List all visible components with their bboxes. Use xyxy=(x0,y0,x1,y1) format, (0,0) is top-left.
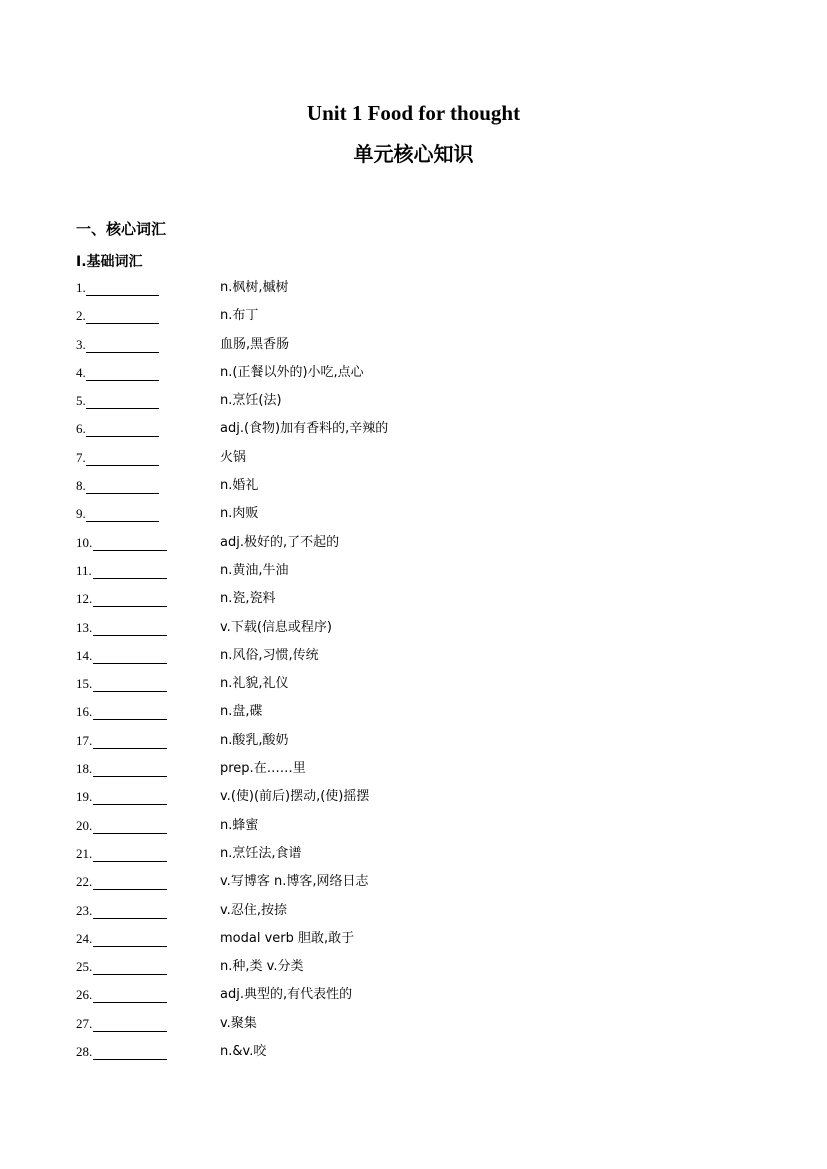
vocab-number: 2. xyxy=(76,308,86,324)
vocab-meaning: n.烹饪法,食谱 xyxy=(220,845,302,861)
vocab-meaning: n.风俗,习惯,传统 xyxy=(220,647,319,663)
document-title: Unit 1 Food for thought xyxy=(306,101,521,125)
vocab-number: 11. xyxy=(76,562,92,578)
vocab-item xyxy=(76,787,776,815)
answer-blank[interactable] xyxy=(86,306,159,324)
answer-blank[interactable] xyxy=(86,448,159,466)
answer-blank[interactable] xyxy=(93,646,167,664)
answer-blank[interactable] xyxy=(93,787,167,805)
section-heading: 一、核心词汇 xyxy=(76,220,167,238)
answer-blank[interactable] xyxy=(93,759,167,777)
answer-blank[interactable] xyxy=(93,589,167,607)
vocab-meaning: adj.典型的,有代表性的 xyxy=(220,987,353,1003)
vocab-meaning: n.烹饪(法) xyxy=(220,393,282,409)
vocab-meaning: n.枫树,槭树 xyxy=(220,280,289,295)
vocab-meaning: modal verb 胆敢,敢于 xyxy=(220,930,355,946)
vocab-number: 14. xyxy=(76,647,93,663)
vocab-item xyxy=(76,702,776,730)
vocab-number: 8. xyxy=(76,478,86,494)
vocab-item xyxy=(76,476,776,504)
vocab-item xyxy=(76,618,776,646)
vocab-number: 9. xyxy=(76,506,86,522)
vocab-item xyxy=(76,872,776,900)
vocab-list xyxy=(76,278,776,1070)
sub-heading: I.基础词汇 xyxy=(76,254,143,270)
answer-blank[interactable] xyxy=(86,278,159,296)
vocab-meaning: n.种,类 v.分类 xyxy=(220,959,304,975)
answer-blank[interactable] xyxy=(93,618,167,636)
vocab-number: 13. xyxy=(76,619,93,635)
vocab-meaning: v.下载(信息或程序) xyxy=(220,619,332,635)
vocab-meaning: adj.极好的,了不起的 xyxy=(220,534,340,550)
document-subtitle: 单元核心知识 xyxy=(353,142,474,166)
vocab-item xyxy=(76,901,776,929)
vocab-meaning: n.布丁 xyxy=(220,308,259,324)
vocab-meaning: n.肉贩 xyxy=(220,506,259,522)
vocab-item xyxy=(76,335,776,363)
answer-blank[interactable] xyxy=(93,731,167,749)
vocab-number: 1. xyxy=(76,280,86,295)
vocab-meaning: n.&v.咬 xyxy=(220,1044,267,1060)
answer-blank[interactable] xyxy=(86,335,159,353)
vocab-number: 28. xyxy=(76,1044,93,1060)
vocab-item xyxy=(76,419,776,447)
vocab-number: 15. xyxy=(76,676,93,692)
answer-blank[interactable] xyxy=(93,702,167,720)
answer-blank[interactable] xyxy=(93,816,167,834)
vocab-item xyxy=(76,929,776,957)
answer-blank[interactable] xyxy=(93,1042,167,1060)
vocab-meaning: v.忍住,按捺 xyxy=(220,902,287,918)
vocab-number: 5. xyxy=(76,393,86,409)
answer-blank[interactable] xyxy=(93,901,167,919)
vocab-number: 20. xyxy=(76,817,93,833)
vocab-meaning: 火锅 xyxy=(220,449,247,465)
vocab-item xyxy=(76,957,776,985)
vocab-item xyxy=(76,646,776,674)
vocab-item xyxy=(76,589,776,617)
vocab-meaning: prep.在……里 xyxy=(220,761,306,777)
vocab-item xyxy=(76,844,776,872)
vocab-number: 26. xyxy=(76,987,93,1003)
vocab-item xyxy=(76,731,776,759)
vocab-meaning: n.酸乳,酸奶 xyxy=(220,732,289,748)
vocab-item xyxy=(76,533,776,561)
vocab-number: 18. xyxy=(76,761,93,777)
answer-blank[interactable] xyxy=(93,674,167,692)
vocab-item xyxy=(76,759,776,787)
vocab-number: 19. xyxy=(76,789,93,805)
vocab-meaning: n.蜂蜜 xyxy=(220,817,259,833)
answer-blank[interactable] xyxy=(86,391,159,409)
answer-blank[interactable] xyxy=(86,419,159,437)
vocab-meaning: n.婚礼 xyxy=(220,478,259,494)
vocab-meaning: n.(正餐以外的)小吃,点心 xyxy=(220,364,364,380)
vocab-number: 23. xyxy=(76,902,93,918)
vocab-number: 27. xyxy=(76,1015,93,1031)
vocab-meaning: n.礼貌,礼仪 xyxy=(220,676,289,692)
answer-blank[interactable] xyxy=(86,504,159,522)
vocab-item xyxy=(76,561,776,589)
answer-blank[interactable] xyxy=(93,872,167,890)
vocab-item xyxy=(76,363,776,391)
vocab-number: 17. xyxy=(76,732,93,748)
answer-blank[interactable] xyxy=(86,476,159,494)
answer-blank[interactable] xyxy=(93,844,167,862)
vocab-number: 10. xyxy=(76,534,93,550)
vocab-item xyxy=(76,391,776,419)
vocab-number: 22. xyxy=(76,874,93,890)
vocab-item xyxy=(76,278,776,306)
vocab-meaning: v.(使)(前后)摆动,(使)摇摆 xyxy=(220,789,370,805)
vocab-number: 3. xyxy=(76,336,86,352)
vocab-item xyxy=(76,985,776,1013)
vocab-meaning: 血肠,黑香肠 xyxy=(220,336,290,352)
vocab-item xyxy=(76,674,776,702)
answer-blank[interactable] xyxy=(93,929,167,947)
answer-blank[interactable] xyxy=(93,561,167,579)
vocab-number: 21. xyxy=(76,845,93,861)
vocab-number: 4. xyxy=(76,364,86,380)
vocab-number: 24. xyxy=(76,930,93,946)
vocab-item xyxy=(76,1014,776,1042)
answer-blank[interactable] xyxy=(93,985,167,1003)
vocab-meaning: n.黄油,牛油 xyxy=(220,562,289,578)
vocab-item xyxy=(76,816,776,844)
vocab-number: 7. xyxy=(76,449,86,465)
vocab-number: 12. xyxy=(76,591,93,607)
vocab-item xyxy=(76,306,776,334)
vocab-item xyxy=(76,504,776,532)
vocab-meaning: n.盘,碟 xyxy=(220,704,263,720)
vocab-meaning: v.聚集 xyxy=(220,1015,257,1031)
vocab-meaning: adj.(食物)加有香料的,辛辣的 xyxy=(220,421,389,437)
answer-blank[interactable] xyxy=(86,363,159,381)
answer-blank[interactable] xyxy=(93,533,167,551)
answer-blank[interactable] xyxy=(93,1014,167,1032)
answer-blank[interactable] xyxy=(93,957,167,975)
vocab-number: 25. xyxy=(76,959,93,975)
vocab-meaning: v.写博客 n.博客,网络日志 xyxy=(220,874,369,890)
vocab-item xyxy=(76,448,776,476)
vocab-number: 6. xyxy=(76,421,86,437)
vocab-item xyxy=(76,1042,776,1070)
vocab-number: 16. xyxy=(76,704,93,720)
vocab-meaning: n.瓷,瓷料 xyxy=(220,591,276,607)
